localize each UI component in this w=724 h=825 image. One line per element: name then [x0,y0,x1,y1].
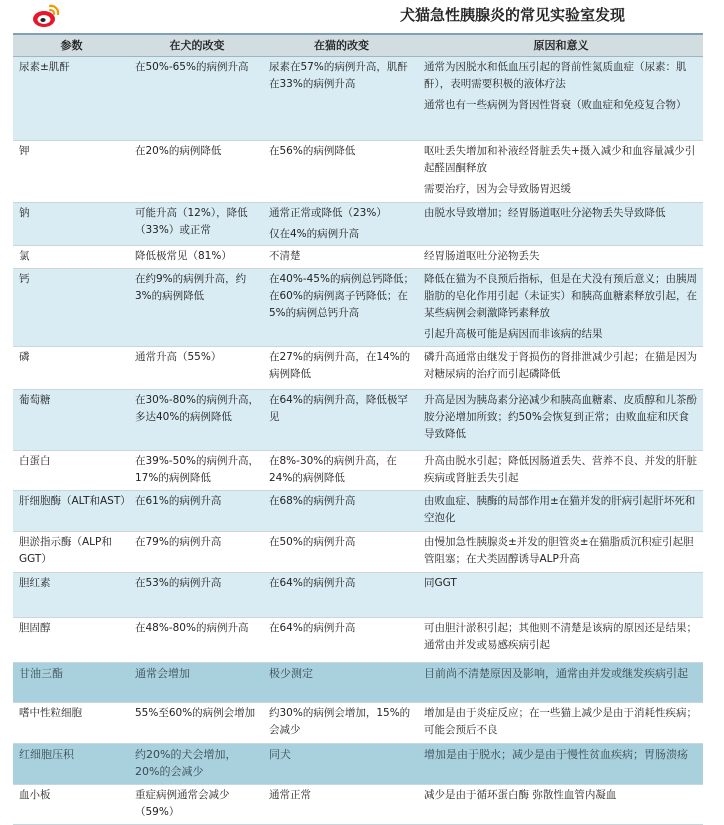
cell-cause-significance [419,57,703,141]
table-row [13,618,703,663]
cell-cat-change [264,573,419,618]
cell-cause-significance-line: 升高由脱水引起；降低因肠道丢失、营养不良、并发的肝脏疾病或肾脏丢失引起 [424,455,697,484]
cell-cause-significance-line: 可由胆汁淤积引起；其他则不清楚是该病的原因还是结果；通常由并发或易感疾病引起 [424,622,697,651]
cell-parameter: 肝细胞酶（ALT和AST） [13,491,130,532]
cell-parameter: 甘油三酯 [13,663,130,703]
cell-cause-significance-line: 磷升高通常由继发于肾损伤的肾排泄减少引起；在猫是因为对糖尿病的治疗而引起磷降低 [424,351,697,380]
cell-parameter: 白蛋白 [13,451,130,491]
cell-cause-significance-line: 由败血症、胰酶的局部作用±在猫并发的肝病引起肝坏死和空泡化 [424,495,696,524]
column-header-cat-change: 在猫的改变 [264,34,419,57]
cell-cause-significance [419,390,703,451]
cell-dog-change-line: 在79%的病例升高 [135,536,222,548]
cell-cause-significance [419,744,703,785]
cell-dog-change [130,532,264,573]
cell-dog-change-line: 重症病例通常会减少（59%） [135,789,230,818]
cell-parameter: 钙 [13,269,130,347]
cell-cause-significance [419,141,703,203]
cell-parameter: 胆红素 [13,573,130,618]
cell-cause-significance [419,703,703,744]
cell-dog-change-line: 降低极常见（81%） [135,250,232,262]
column-header-cause-significance: 原因和意义 [419,34,703,57]
cell-cat-change-line: 尿素在57%的病例升高，肌酐在33%的病例升高 [269,61,408,90]
cell-cause-significance-line: 通常也有一些病例为肾因性肾衰（败血症和免疫复合物） [424,99,687,111]
cell-cause-significance [419,663,703,703]
table-row [13,141,703,203]
cell-parameter: 氯 [13,246,130,269]
cell-cause-significance-line: 经胃肠道呕吐分泌物丢失 [424,250,540,262]
cell-cat-change-line: 在27%的病例升高，在14%的病例降低 [269,351,411,380]
cell-cat-change-line: 在64%的病例升高 [269,622,356,634]
cell-dog-change [130,451,264,491]
cell-parameter: 嗜中性粒细胞 [13,703,130,744]
cell-cause-significance-line: 降低在猫为不良预后指标，但是在犬没有预后意义；由胰周脂肪的皂化作用引起（未证实）和胰高血糖素释放引起，在某些病例会刺激降钙素释放 [424,273,697,319]
table-row [13,532,703,573]
cell-cat-change [264,203,419,246]
cell-cat-change-line: 不清楚 [269,250,301,262]
cell-parameter: 葡萄糖 [13,390,130,451]
cell-dog-change-line: 在53%的病例升高 [135,577,222,589]
cell-parameter: 钠 [13,203,130,246]
cell-dog-change [130,347,264,390]
cell-cause-significance-line: 增加是由于脱水；减少是由于慢性贫血疾病；胃肠溃疡 [424,748,688,761]
page-title: 犬猫急性胰腺炎的常见实验室发现 [400,6,626,24]
cell-dog-change [130,663,264,703]
cell-cause-significance-line: 增加是由于炎症反应；在一些猫上减少是由于消耗性疾病；可能会预后不良 [424,707,697,736]
cell-parameter: 钾 [13,141,130,203]
cell-dog-change [130,491,264,532]
cell-cause-significance [419,269,703,347]
weibo-logo-icon[interactable] [32,3,60,29]
cell-cat-change [264,57,419,141]
cell-parameter: 红细胞压积 [13,744,130,785]
cell-parameter: 尿素±肌酐 [13,57,130,141]
cell-cat-change-line: 在68%的病例升高 [269,495,356,507]
table-row [13,347,703,390]
cell-cause-significance-line: 目前尚不清楚原因及影响，通常由并发或继发疾病引起 [424,667,688,680]
cell-cause-significance [419,246,703,269]
cell-dog-change [130,141,264,203]
cell-dog-change-line: 在20%的病例降低 [135,145,222,157]
cell-cat-change [264,618,419,663]
cell-cat-change [264,141,419,203]
table-row [13,57,703,141]
table-row [13,573,703,618]
cell-cat-change-line: 在64%的病例升高 [269,577,356,589]
table-row [13,491,703,532]
cell-cat-change-line: 通常正常或降低（23%） [269,207,387,219]
cell-cat-change-line: 在50%的病例升高 [269,536,356,548]
cell-cause-significance [419,573,703,618]
cell-cat-change-line: 约30%的病例会增加，15%的会减少 [269,707,411,736]
table-row [13,451,703,491]
table-row [13,390,703,451]
cell-dog-change [130,703,264,744]
cell-parameter: 胆淤指示酶（ALP和GGT） [13,532,130,573]
cell-dog-change [130,390,264,451]
cell-cat-change [264,744,419,785]
cell-cause-significance [419,203,703,246]
cell-dog-change [130,203,264,246]
column-header-parameter: 参数 [13,34,130,57]
cell-cat-change-line: 在56%的病例降低 [269,145,356,157]
table-row [13,203,703,246]
table-header-row [13,34,703,57]
cell-parameter: 磷 [13,347,130,390]
cell-cat-change-line: 极少测定 [269,667,313,680]
cell-dog-change-line: 在48%-80%的病例升高 [135,622,249,634]
cell-cat-change-line: 在64%的病例升高，降低极罕见 [269,394,408,423]
cell-cat-change-line: 仅在4%的病例升高 [269,228,360,240]
cell-cause-significance [419,532,703,573]
cell-cause-significance [419,491,703,532]
table-row [13,663,703,703]
cell-dog-change [130,573,264,618]
cell-cat-change-line: 同犬 [269,748,291,761]
cell-cat-change-line: 通常正常 [269,789,311,801]
table-row [13,744,703,785]
table-row [13,246,703,269]
column-header-dog-change: 在犬的改变 [130,34,264,57]
cell-cause-significance-line: 由脱水导致增加；经胃肠道呕吐分泌物丢失导致降低 [424,207,666,219]
cell-cat-change-line: 在40%-45%的病例总钙降低；在60%的病例离子钙降低；在5%的病例总钙升高 [269,273,414,319]
cell-dog-change [130,57,264,141]
cell-cause-significance-line: 升高是因为胰岛素分泌减少和胰高血糖素、皮质醇和儿茶酚胺分泌增加所致；约50%会恢复到正常；由败血症和厌食导致降低 [424,394,697,440]
cell-parameter: 胆固醇 [13,618,130,663]
cell-dog-change-line: 在61%的病例升高 [135,495,222,507]
cell-dog-change-line: 在50%-65%的病例升高 [135,61,249,73]
cell-cause-significance-line: 减少是由于循环蛋白酶 弥散性血管内凝血 [424,789,617,801]
page-header [0,0,724,33]
cell-cause-significance-line: 呕吐丢失增加和补液经肾脏丢失+摄入减少和血容量减少引起醛固酮释放 [424,145,696,174]
cell-dog-change-line: 55%至60%的病例会增加 [135,707,256,719]
cell-parameter: 血小板 [13,785,130,825]
cell-cat-change [264,269,419,347]
cell-cause-significance [419,618,703,663]
table-row [13,269,703,347]
cell-cause-significance-line: 通常为因脱水和低血压引起的肾前性氮质血症（尿素：肌酐），表明需要积极的液体疗法 [424,61,687,90]
cell-dog-change-line: 在30%-80%的病例升高，多达40%的病例降低 [135,394,259,423]
cell-cause-significance-line: 由慢加急性胰腺炎±并发的胆管炎±在猫脂质沉积症引起胆管阻塞；在犬类固醇诱导ALP升高 [424,536,694,565]
cell-cause-significance [419,347,703,390]
cell-cat-change [264,347,419,390]
cell-cat-change [264,663,419,703]
cell-cause-significance-line: 需要治疗，因为会导致肠胃迟缓 [424,183,571,195]
cell-cat-change [264,246,419,269]
cell-dog-change-line: 通常会增加 [135,667,190,680]
table-row [13,703,703,744]
cell-dog-change [130,618,264,663]
cell-dog-change [130,269,264,347]
cell-dog-change-line: 约20%的犬会增加，20%的会减少 [135,748,237,778]
cell-cause-significance-line: 引起升高极可能是病因而非该病的结果 [424,328,603,340]
cell-cause-significance-line: 同GGT [424,577,457,589]
cell-cat-change [264,703,419,744]
cell-cat-change [264,491,419,532]
cell-dog-change [130,744,264,785]
cell-cat-change [264,451,419,491]
cell-dog-change-line: 在约9%的病例升高，约3%的病例降低 [135,273,247,302]
cell-dog-change-line: 在39%-50%的病例升高，17%的病例降低 [135,455,259,484]
cell-cat-change [264,532,419,573]
cell-dog-change [130,246,264,269]
cell-cat-change [264,390,419,451]
cell-cat-change-line: 在8%-30%的病例升高，在24%的病例降低 [269,455,397,484]
cell-dog-change-line: 可能升高（12%），降低（33%）或正常 [135,207,248,236]
lab-findings-table [13,33,703,825]
cell-cause-significance [419,451,703,491]
cell-dog-change-line: 通常升高（55%） [135,351,222,363]
